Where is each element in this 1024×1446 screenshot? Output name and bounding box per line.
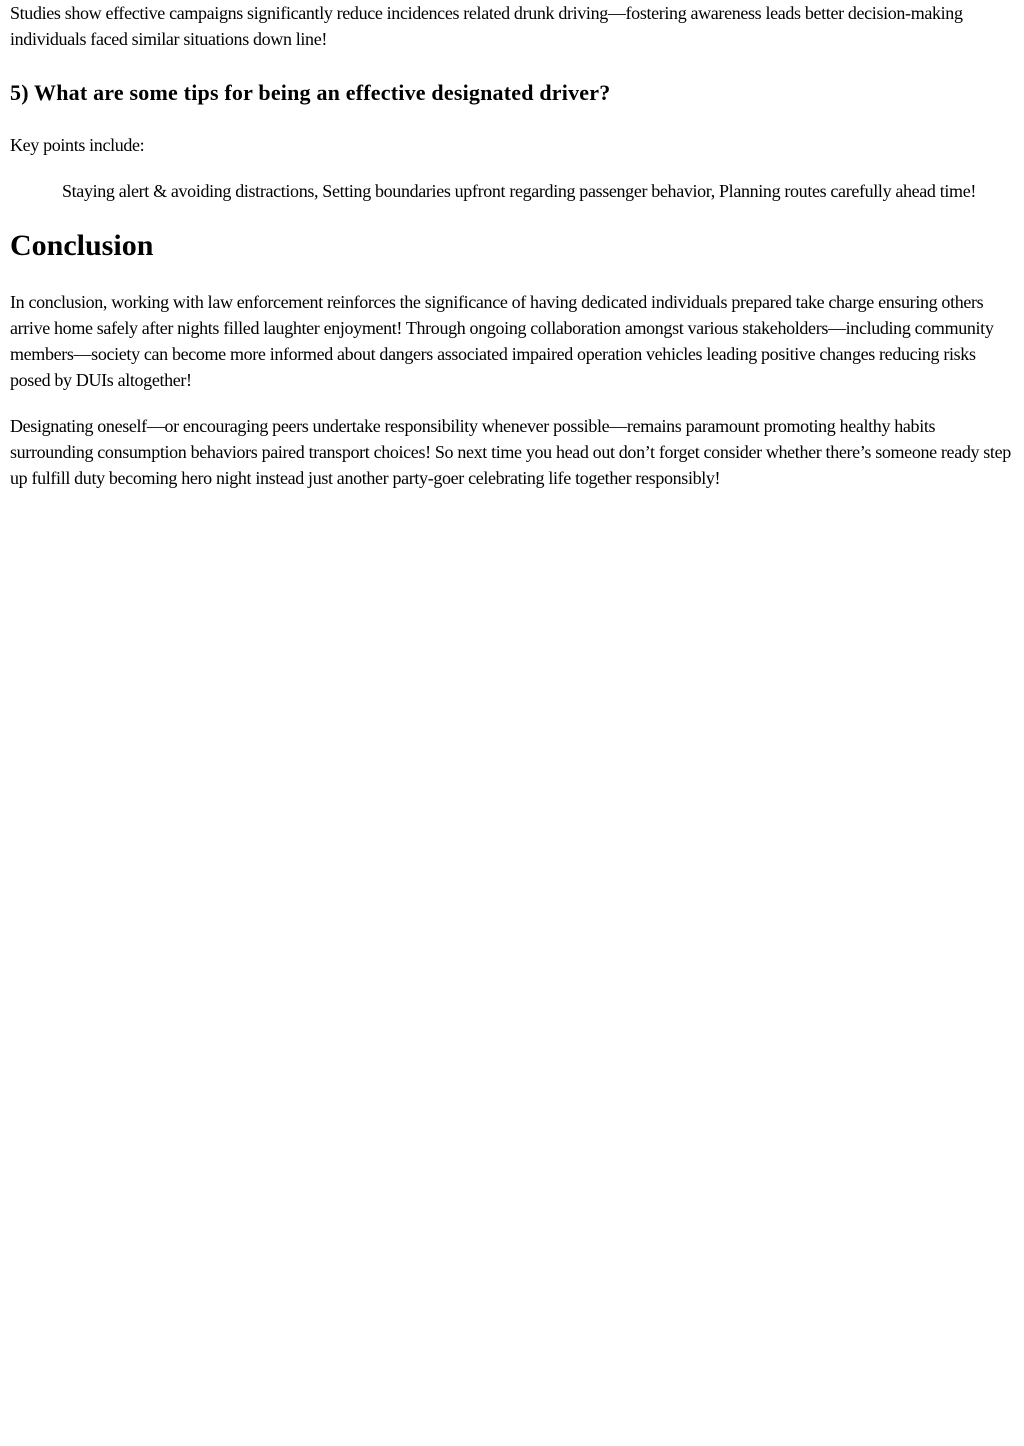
faq-heading: 5) What are some tips for being an effective designated driver? xyxy=(10,80,611,105)
key-points-label: Key points include: xyxy=(10,135,145,155)
key-points-quote: Staying alert & avoiding distractions, Setting boundaries upfront regarding passenger behavior, Planning routes carefully ahead time! xyxy=(62,181,976,201)
conclusion-paragraph: In conclusion, working with law enforcement reinforces the significance of having dedicated individuals prepared take charge ensuring others arrive home safely after nights filled laughter enjoyment! Through ongoing collaboration amongst various stakeholders—including community members—society can become more informed about dangers associated impaired operation vehicles leading positive changes reducing risks posed by DUIs altogether! xyxy=(10,292,994,390)
intro-paragraph: Studies show effective campaigns significantly reduce incidences related drunk driving—fostering awareness leads better decision-making individuals faced similar situations down line! xyxy=(10,3,963,49)
conclusion-paragraph: Designating oneself—or encouraging peers undertake responsibility whenever possible—remains paramount promoting healthy habits surrounding consumption behaviors paired transport choices! So next time you head out don’t forget consider whether there’s someone ready step up fulfill duty becoming hero night instead just another party-goer celebrating life together responsibly! xyxy=(10,416,1011,488)
conclusion-heading: Conclusion xyxy=(10,229,154,262)
document-page xyxy=(0,0,1024,491)
